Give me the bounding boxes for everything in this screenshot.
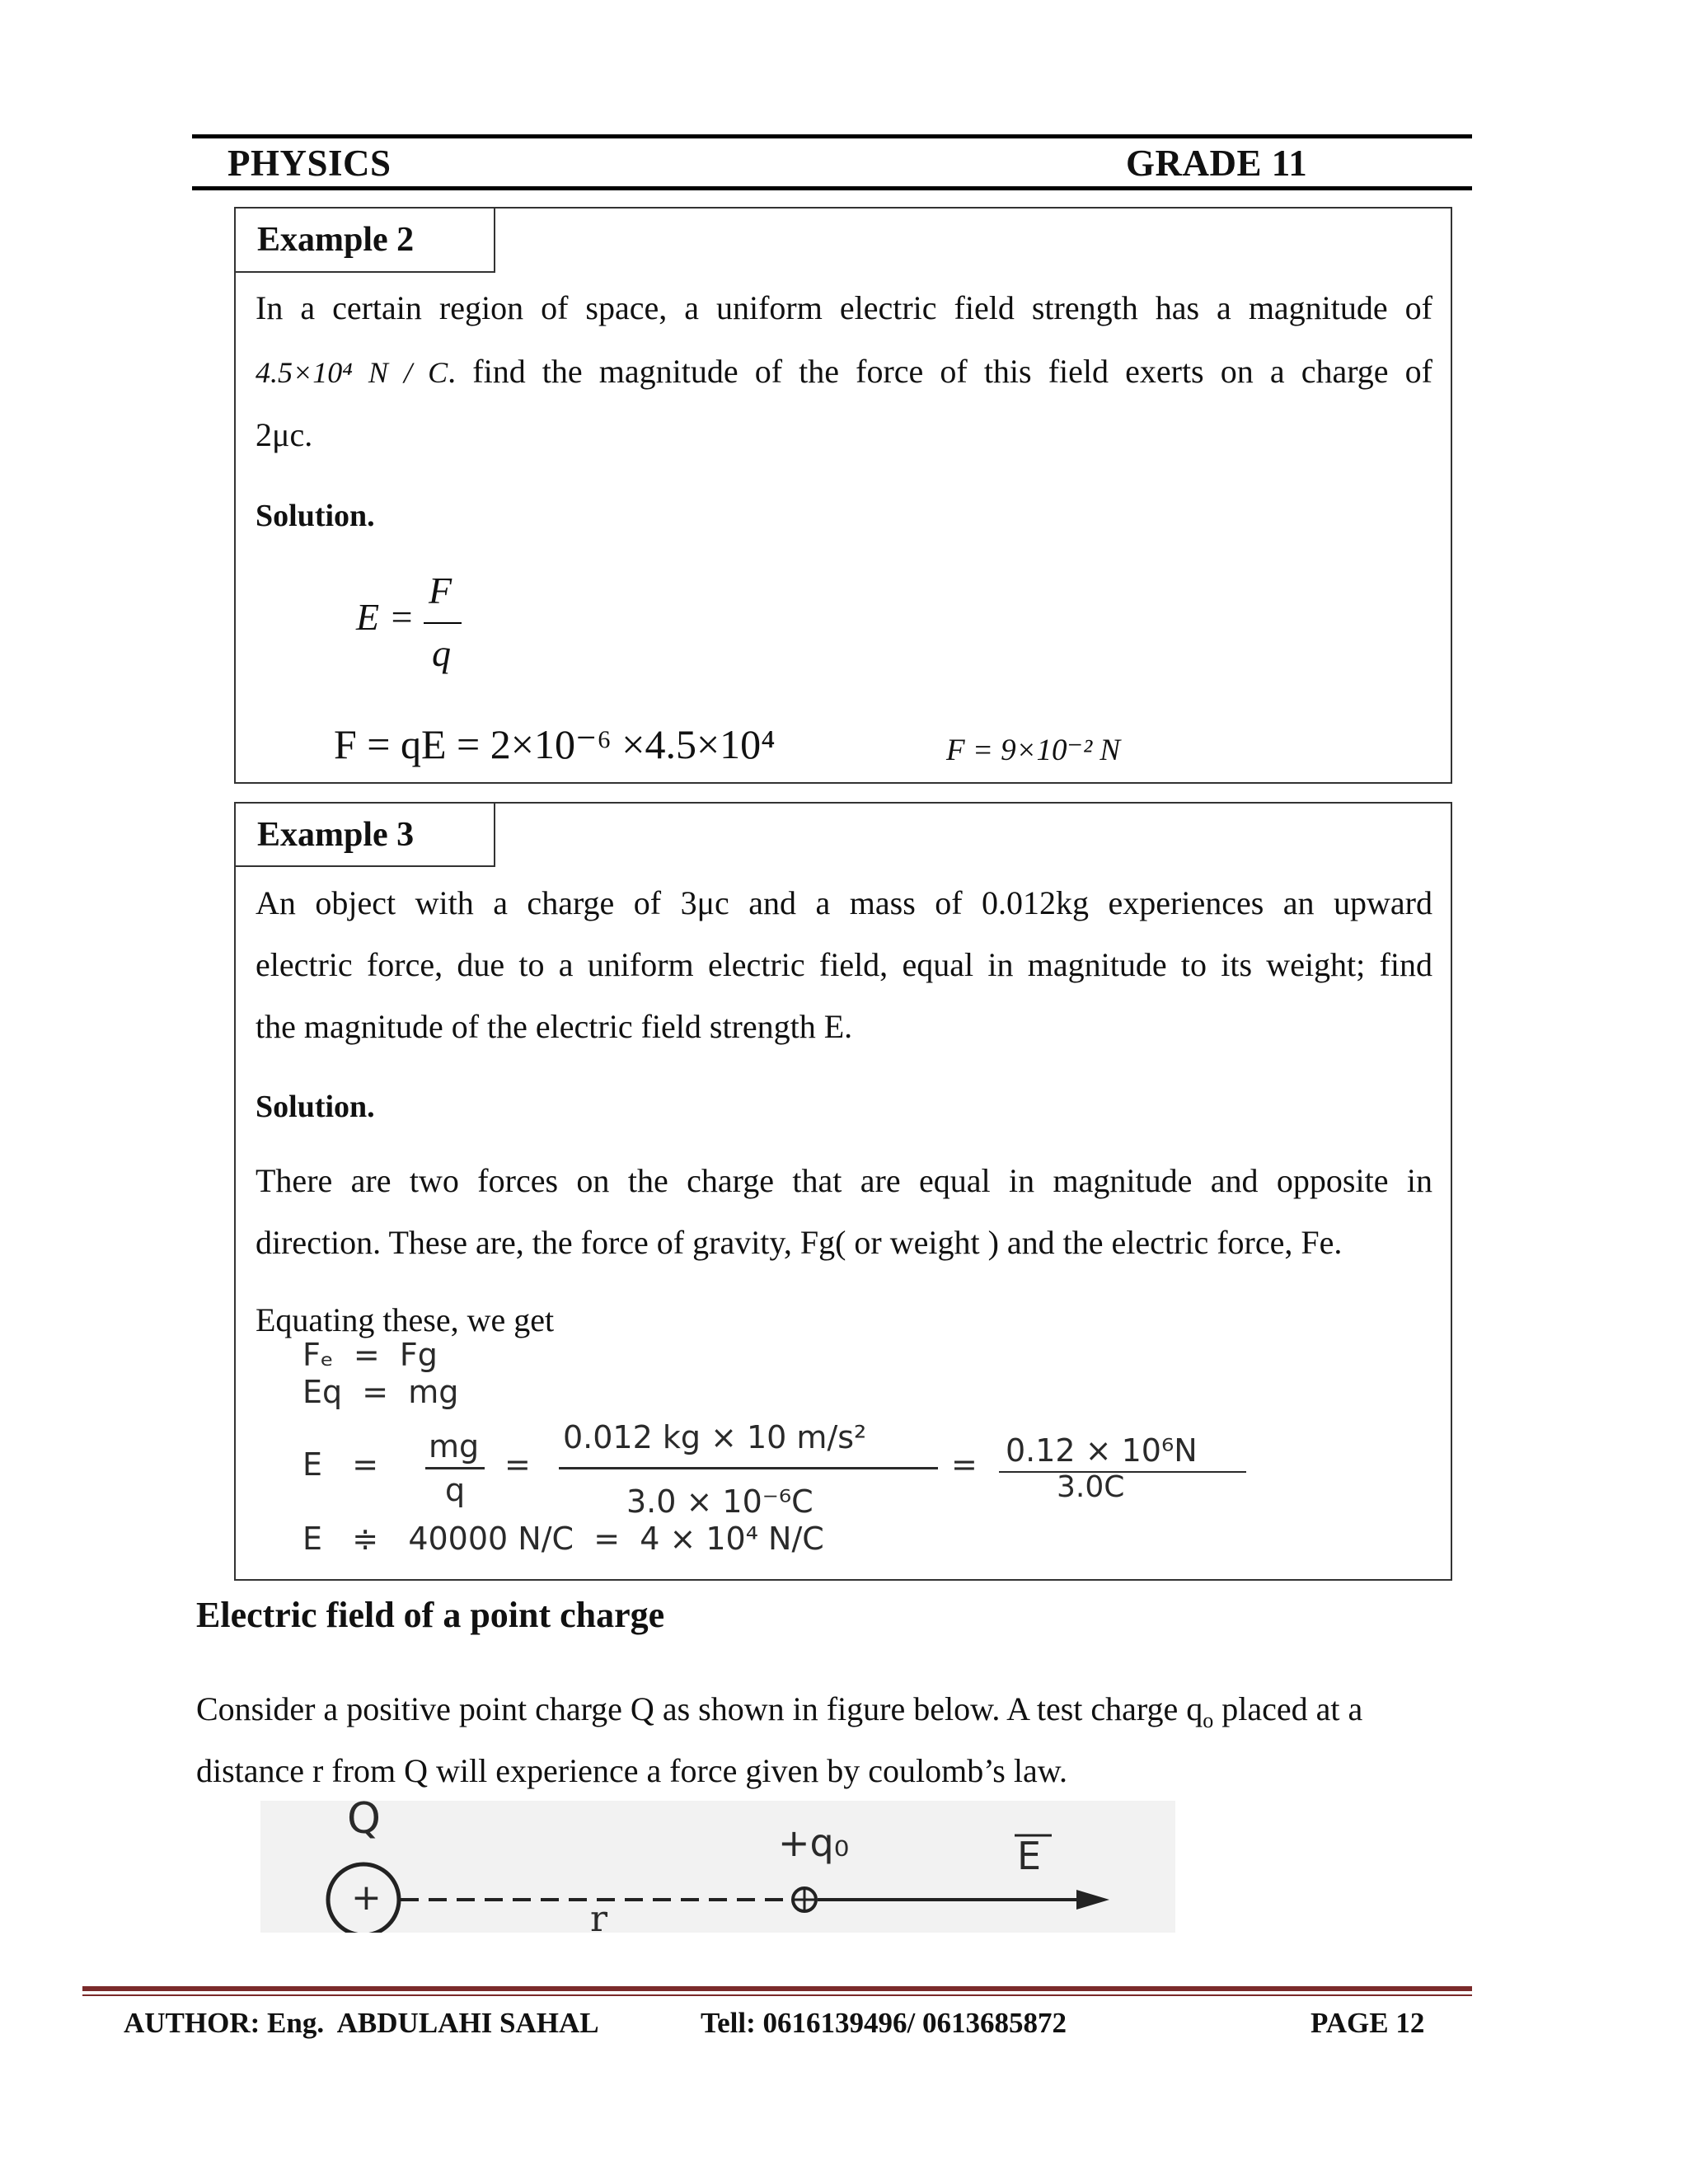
work-frac2-num: 0.012 kg × 10 m/s²: [563, 1419, 867, 1455]
eq1-denominator: q: [432, 632, 451, 674]
example-2-solution-label: Solution.: [256, 499, 375, 533]
work-line-2: Eq = mg: [302, 1374, 459, 1410]
example-3-solution-line-2: direction. These are, the force of gravity, Fg( or weight ) and the electric force, Fe.: [256, 1224, 1343, 1261]
charge-q-label: Q: [347, 1794, 381, 1844]
example-3-solution-line-1: There are two forces on the charge that are equal in magnitude and opposite in: [256, 1162, 1432, 1199]
work-frac1-bar: [425, 1467, 485, 1469]
section-text-start: Consider a positive point charge Q as shown in figure below. A test charge q: [196, 1690, 1203, 1727]
work-frac3-den: 3.0C: [1057, 1470, 1125, 1504]
eq1-lhs: E =: [356, 596, 415, 638]
example-3-problem-line-2: electric force, due to a uniform electric field, equal in magnitude to its weight; find: [256, 946, 1432, 983]
work-line-4: E ≑ 40000 N/C = 4 × 10⁴ N/C: [302, 1521, 824, 1557]
example-2-title: Example 2: [234, 207, 495, 273]
field-label: E: [1017, 1834, 1042, 1878]
example-2-problem-rest: . find the magnitude of the force of this field exerts on a charge of: [448, 353, 1432, 390]
section-text-line-2: distance r from Q will experience a force given by coulomb’s law.: [196, 1752, 1068, 1789]
eq2: F = qE = 2×10⁻⁶ ×4.5×10⁴: [334, 721, 776, 767]
footer-rule-thick: [82, 1986, 1472, 1991]
header-top-rule: [192, 134, 1472, 138]
header-subject: PHYSICS: [227, 143, 392, 184]
footer-tel: Tell: 0616139496/ 0613685872: [701, 2007, 1067, 2039]
section-heading: Electric field of a point charge: [196, 1595, 665, 1635]
footer-page: PAGE 12: [1311, 2007, 1425, 2039]
example-3-problem-line-3: the magnitude of the electric field strength E.: [256, 1008, 853, 1045]
distance-label: r: [590, 1898, 608, 1940]
header-grade: GRADE 11: [1126, 143, 1308, 184]
work-eq-2: =: [951, 1446, 978, 1483]
work-frac3-num: 0.12 × 10⁶N: [1006, 1432, 1198, 1469]
example-2-problem-line-3: 2μc.: [256, 416, 313, 453]
test-charge-label: +q₀: [778, 1821, 850, 1865]
point-charge-figure: [260, 1794, 1175, 1940]
work-frac1-den: q: [445, 1472, 466, 1508]
example-2-problem-line-1: In a certain region of space, a uniform electric field strength has a magnitude of: [256, 289, 1432, 326]
field-value: 4.5×10⁴ N / C: [256, 356, 448, 389]
eq1-numerator: F: [429, 569, 452, 612]
example-2-problem-line-2: [256, 340, 1432, 405]
example-3-title: Example 3: [234, 802, 495, 867]
subscript-o: o: [1203, 1708, 1214, 1732]
example-2-result: F = 9×10⁻² N: [946, 733, 1121, 767]
work-frac2-den: 3.0 × 10⁻⁶C: [626, 1483, 814, 1520]
example-3-solution-label: Solution.: [256, 1090, 375, 1124]
footer-author: AUTHOR: Eng. ABDULAHI SAHAL: [124, 2007, 599, 2039]
header-bottom-rule: [192, 186, 1472, 190]
charge-q-sign: +: [351, 1877, 382, 1919]
work-frac1-num: mg: [429, 1428, 480, 1465]
work-line-3-lhs: E =: [302, 1446, 379, 1483]
example-3-equating: Equating these, we get: [256, 1301, 555, 1338]
example-3-problem-line-1: An object with a charge of 3μc and a mass of 0.012kg experiences an upward: [256, 884, 1432, 921]
footer-rule-thin: [82, 1994, 1472, 1996]
eq1-fraction-bar: [424, 622, 462, 624]
section-text-end: placed at a: [1213, 1690, 1363, 1727]
work-eq-1: =: [504, 1446, 531, 1483]
work-frac2-bar: [559, 1467, 938, 1469]
work-line-1: Fₑ = Fg: [302, 1337, 438, 1373]
